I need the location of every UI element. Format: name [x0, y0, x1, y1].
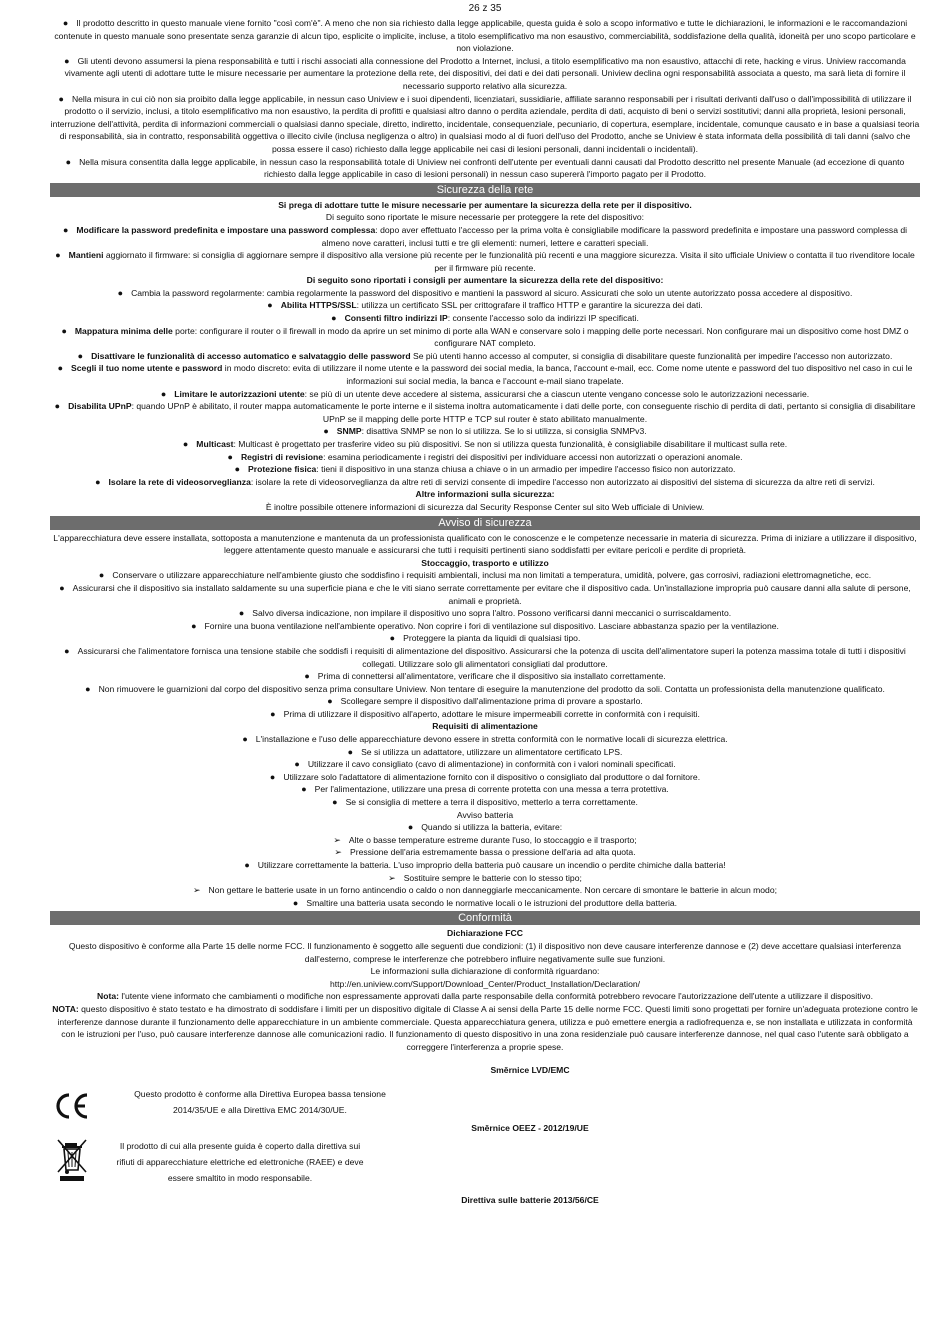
storage-item: ● Fornire una buona ventilazione nell'ambiente operativo. Non coprire i fori di ventilazione sul dispositivo. Lasciare abbastanza spazio per la ventilazione. [50, 620, 920, 633]
fcc-note-1: Nota: l'utente viene informato che cambiamenti o modifiche non espressamente approvati dalla parte responsabile della conformità potrebbero revocare l'autorizzazione dell'utente a utilizzare il dispositivo. [97, 991, 873, 1002]
disclaimer-item: ● Il prodotto descritto in questo manuale viene fornito "così com'è". A meno che non sia richiesto dalla legge applicabile, questa guida è solo a scopo informativo e tutte le dichiarazioni, le informazioni e le raccomandazioni contenute in questo manuale sono presentate senza garanzie di alcun tipo, esplicite o implicite, incluse, a titolo esemplificativo ma non esaustivo, commerciabilità, soddisfazione della qualità, idoneità per uno scopo particolare e non violazione. [50, 17, 920, 55]
bullet-icon [63, 225, 76, 235]
bullet-icon [63, 18, 76, 28]
storage-item: ● Conservare o utilizzare apparecchiature nell'ambiente giusto che soddisfino i requisiti ambientali, inclusi ma non limitati a temperatura, umidità, polvere, gas corrosivi, radiazioni elettromagnetiche, ecc. [50, 569, 920, 582]
bullet-icon [64, 56, 77, 66]
bullet-icon [61, 326, 74, 336]
bullet-icon [235, 464, 248, 474]
bullet-icon [59, 583, 72, 593]
fcc-declaration-url[interactable]: http://en.uniview.com/Support/Download_Center/Product_Installation/Declaration/ [329, 978, 641, 989]
battery-item: ➢ Sostituire sempre le batterie con lo stesso tipo; [50, 872, 920, 885]
power-item: ● Per l'alimentazione, utilizzare una presa di corrente protetta con una messa a terra protettiva. [50, 783, 920, 796]
section-header-safety-notice: Avviso di sicurezza [50, 516, 920, 530]
power-heading: Requisiti di alimentazione [432, 721, 538, 732]
disclaimer-section [50, 17, 920, 181]
bullet-icon [390, 633, 403, 643]
bullet-icon [118, 288, 131, 298]
bullet-icon [270, 772, 283, 782]
battery-item: ● Utilizzare correttamente la batteria. L'uso improprio della batteria può causare un incendio o perdite chimiche dalla batteria! [50, 859, 920, 872]
safety-intro: L'apparecchiatura deve essere installata, sottoposta a manutenzione e mantenuta da un professionista qualificato con le conoscenze e le competenze necessarie in materia di sicurezza. Prima di iniziare a utilizzare il dispositivo, leggere attentamente questo manuale e assicurarsi che tutti i requisiti pertinenti siano soddisfatti per evitare pericoli e perdite di proprietà. [53, 532, 917, 556]
measure-item: ● Mantieni aggiornato il firmware: si consiglia di aggiornare sempre il dispositivo alla versione più recente per le funzionalità più recenti e una maggiore sicurezza. Visita il sito ufficiale Uniview o contatta il tuo rivenditore locale per il firmware più recente. [50, 249, 920, 274]
battery-item: ➢ Pressione dell'aria estremamente bassa o pressione dell'aria ad alta quota. [50, 846, 920, 859]
bullet-icon [242, 734, 255, 744]
tip-item: ● Abilita HTTPS/SSL: utilizza un certificato SSL per crittografare il traffico HTTP e garantire la sicurezza dei dati. [50, 299, 920, 312]
fcc-note-2: NOTA: questo dispositivo è stato testato e ha dimostrato di soddisfare i limiti per un dispositivo digitale di Classe A ai sensi della Parte 15 delle norme FCC. Questi limiti sono progettati per fornire un'adeguata protezione contro le interferenze dannose durante il funzionamento delle apparecchiature in un ambiente commerciale. Questa apparecchiatura genera, utilizza e può emettere energia a radiofrequenza e, se non installata e utilizzata in conformità con le istruzioni per l'uso, può causare interferenze dannose alle comunicazioni radio. Il funzionamento di questo dispositivo in una zona residenziale può causare interferenze dannose, nel qual caso l'utente sarà obbligato a correggere l'interferenza a proprie spese. [52, 1003, 918, 1052]
storage-heading: Stoccaggio, trasporto e utilizzo [421, 557, 549, 568]
bullet-icon [331, 313, 344, 323]
bullet-icon [64, 646, 77, 656]
tip-item: ● Disattivare le funzionalità di accesso automatico e salvataggio delle password Se più utenti hanno accesso al computer, si consiglia di disabilitare queste funzionalità per impedire l'accesso non autorizzato. [50, 350, 920, 363]
bullet-icon [55, 401, 68, 411]
tip-item: ● Consenti filtro indirizzi IP: consente l'accesso solo da indirizzi IP specificati. [50, 312, 920, 325]
bullet-icon [58, 363, 71, 373]
bullet-icon [191, 621, 204, 631]
fcc-declaration-intro: Le informazioni sulla dichiarazione di conformità riguardano: [370, 966, 600, 977]
tip-item: ● Protezione fisica: tieni il dispositivo in una stanza chiusa a chiave o in un armadio per impedire l'accesso fisico non autorizzato. [50, 463, 920, 476]
power-item: ● Utilizzare il cavo consigliato (cavo di alimentazione) in conformità con i valori nominali specificati. [50, 758, 920, 771]
arrow-bullet-icon [334, 847, 350, 857]
bullet-icon [59, 94, 72, 104]
tips-heading: Di seguito sono riportati i consigli per aumentare la sicurezza della rete del dispositivo: [306, 275, 664, 286]
tip-item: ● Limitare le autorizzazioni utente: se più di un utente deve accedere al sistema, assicurarsi che a ciascun utente vengano concesse solo le autorizzazioni necessarie. [50, 388, 920, 401]
battery-heading: Avviso batteria [456, 809, 514, 820]
storage-item: ● Salvo diversa indicazione, non impilare il dispositivo uno sopra l'altro. Possono verificarsi danni meccanici o surriscaldamento. [50, 607, 920, 620]
fcc-text: Questo dispositivo è conforme alla Parte 15 delle norme FCC. Il funzionamento è soggetto alle seguenti due condizioni: (1) il dispositivo non deve causare interferenze dannose e (2) deve accettare qualsiasi interferenza dall'esterno, comprese le interferenze che potrebbero influire negativamente sulle sue funzioni. [68, 940, 902, 964]
network-urge: Si prega di adottare tutte le misure necessarie per aumentare la sicurezza della rete per il dispositivo. [278, 199, 692, 210]
storage-item: ● Prima di utilizzare il dispositivo all'aperto, adottare le misure impermeabili corrette in conformità con i requisiti. [50, 708, 920, 721]
lvd-text: Questo prodotto è conforme alla Direttiva Europea bassa tensione 2014/35/UE e alla Direttiva EMC 2014/30/UE. [134, 1089, 386, 1116]
bullet-icon [267, 300, 280, 310]
power-item: ● Utilizzare solo l'adattatore di alimentazione fornito con il dispositivo o consigliato dal produttore o dal fornitore. [50, 771, 920, 784]
measure-item: ● Modificare la password predefinita e impostare una password complessa: dopo aver effettuato l'accesso per la prima volta è consigliabile modificare la password predefinita e impostare una password complessa di almeno nove caratteri, inclusi tutti e tre gli elementi: numeri, lettere e caratteri speciali. [50, 224, 920, 249]
storage-item: ● Scollegare sempre il dispositivo dall'alimentazione prima di provare a spostarlo. [50, 695, 920, 708]
document-page [50, 0, 920, 1208]
storage-item: ● Assicurarsi che il dispositivo sia installato saldamente su una superficie piana e che le viti siano serrate correttamente per evitare che il dispositivo cada. Un'installazione impropria può causare danni alla salute di persone, animali e proprietà. [50, 582, 920, 607]
network-security-section [50, 199, 920, 514]
battery-item: ➢ Alte o basse temperature estreme durante l'uso, lo stoccaggio e il trasporto; [50, 834, 920, 847]
fcc-heading: Dichiarazione FCC [447, 928, 523, 939]
more-info-heading: Altre informazioni sulla sicurezza: [415, 489, 555, 500]
section-header-compliance: Conformità [50, 911, 920, 925]
bullet-icon [244, 860, 257, 870]
bullet-icon [332, 797, 345, 807]
tip-item: ● Registri di revisione: esamina periodicamente i registri dei dispositivi per individuare accessi non autorizzati o operazioni anomale. [50, 451, 920, 464]
power-item: ● Se si consiglia di mettere a terra il dispositivo, metterlo a terra correttamente. [50, 796, 920, 809]
bullet-icon [304, 671, 317, 681]
bullet-icon [228, 452, 241, 462]
tip-item: ● SNMP: disattiva SNMP se non lo si utilizza. Se lo si utilizza, si consiglia SNMPv3. [50, 425, 920, 438]
ce-mark-icon [54, 1092, 90, 1124]
tip-item: ● Mappatura minima delle porte: configurare il router o il firewall in modo da aprire un set minimo di porte alla WAN e conservare solo i mapping delle porte necessari. Non configurare mai un dispositivo come host DMZ o configurare NAT completo. [50, 325, 920, 350]
more-info-text: È inoltre possibile ottenere informazioni di sicurezza dal Security Response Center sul sito Web ufficiale di Uniview. [265, 501, 705, 512]
compliance-section [50, 927, 920, 1208]
bullet-icon [66, 157, 79, 167]
section-header-network-security: Sicurezza della rete [50, 183, 920, 197]
tip-item: ● Isolare la rete di videosorveglianza: isolare la rete di videosorveglianza da altre reti di servizi consente di impedire l'accesso non autorizzato ai dispositivi del sistema di sicurezza da altre reti di servizi. [50, 476, 920, 489]
bullet-icon [270, 709, 283, 719]
power-item: ● Se si utilizza un adattatore, utilizzare un alimentatore certificato LPS. [50, 746, 920, 759]
tip-item: ● Cambia la password regolarmente: cambia regolarmente la password del dispositivo e mantieni la password al sicuro. Assicurati che solo un utente autorizzato possa accedere al dispositivo. [50, 287, 920, 300]
bullet-icon [239, 608, 252, 618]
bullet-icon [327, 696, 340, 706]
network-measures-intro: Di seguito sono riportate le misure necessarie per proteggere la rete del dispositivo: [325, 212, 645, 223]
storage-item: ● Non rimuovere le guarnizioni dal corpo del dispositivo senza prima consultare Uniview. Non tentare di eseguire la manutenzione del prodotto da soli. Contatta un professionista della manutenzione qualificato. [50, 683, 920, 696]
page-number: 26 z 35 [468, 3, 502, 14]
bullet-icon [408, 822, 421, 832]
bullet-icon [301, 784, 314, 794]
storage-item: ● Assicurarsi che l'alimentatore fornisca una tensione stabile che soddisfi i requisiti di alimentazione del dispositivo. Assicurarsi che la potenza di uscita dell'alimentatore superi la potenza massima totale di tutti i dispositivi collegati. Utilizzare solo gli alimentatori consigliati dal produttore. [50, 645, 920, 670]
bullet-icon [348, 747, 361, 757]
bullet-icon [99, 570, 112, 580]
tip-item: ● Scegli il tuo nome utente e password in modo discreto: evita di utilizzare il nome utente e la password dei social media, la banca, l'account e-mail, ecc. Come nome utente e password del tuo dispositivo nel caso in cui le informazioni sui social media, la banca e l'account e-mail siano trapelate. [50, 362, 920, 387]
storage-item: ● Proteggere la pianta da liquidi di qualsiasi tipo. [50, 632, 920, 645]
battery-directive-heading: Direttiva sulle batterie 2013/56/CE [461, 1195, 599, 1206]
bullet-icon [323, 426, 336, 436]
arrow-bullet-icon [333, 835, 349, 845]
battery-item: ● Smaltire una batteria usata secondo le normative locali o le istruzioni del produttore della batteria. [50, 897, 920, 910]
tip-item: ● Disabilita UPnP: quando UPnP è abilitato, il router mappa automaticamente le porte interne e il sistema inoltra automaticamente i dati delle porte, con conseguente rischio di perdita di dati, pertanto si consiglia di disabilitare UPnP se il mapping delle porte HTTP e TCP sul router è stato abilitato manualmente. [50, 400, 920, 425]
disclaimer-item: ● Nella misura consentita dalla legge applicabile, in nessun caso la responsabilità totale di Uniview nei confronti dell'utente per eventuali danni causati dal Prodotto descritto nel presente Manuale (ad eccezione di quanto richiesto dalla legge applicabile in caso di lesioni personali) in nessun caso supererà l'importo pagato per il Prodotto. [50, 156, 920, 181]
weee-block [50, 1138, 920, 1208]
battery-item: ➢ Non gettare le batterie usate in un forno antincendio o caldo o non danneggiarle meccanicamente. Non cercare di smontare le batterie in alcun modo; [50, 884, 920, 897]
bullet-icon [55, 250, 68, 260]
bullet-icon [293, 898, 306, 908]
tip-item: ● Multicast: Multicast è progettato per trasferire video su più dispositivi. Se non si utilizza questa funzionalità, è consigliabile disabilitare il multicast sulla rete. [50, 438, 920, 451]
bullet-icon [85, 684, 98, 694]
bullet-icon [161, 389, 174, 399]
weee-heading: Směrnice OEEZ - 2012/19/UE [471, 1123, 589, 1134]
bullet-icon [294, 759, 307, 769]
storage-item: ● Prima di connettersi all'alimentatore, verificare che il dispositivo sia installato correttamente. [50, 670, 920, 683]
arrow-bullet-icon [193, 885, 209, 895]
disclaimer-item: ● Nella misura in cui ciò non sia proibito dalla legge applicabile, in nessun caso Uniview e i suoi dipendenti, licenziatari, sussidiarie, affiliate saranno responsabili per i risultati derivanti dall'uso o dall'impossibilità di utilizzare il prodotto o il servizio, inclusi, a titolo esemplificativo ma non esaustivo, la perdita di profitti e qualsiasi altro danno o perdita aziendale, perdita di dati, acquisto di beni o servizi sostitutivi; danni alla proprietà, lesioni personali, interruzione dell'attività, perdita di informazioni commerciali o qualsiasi danno speciale, diretto, indiretto, incidentale, consequenziale, pecuniario, di copertura, esemplare, incidentale, comunque causato e in base a qualsiasi teoria di responsabilità, sia in contratto, responsabilità oggettiva o illecito civile (inclusa negligenza o altro) in qualsiasi modo al di fuori dell'uso del Prodotto, anche se Uniview è stata informata della possibilità di tali danni (salvo che possa essere il caso) richiesto dalla legge applicabile nei casi di lesioni personali, danni incidentali o incidentali). [50, 93, 920, 156]
disclaimer-item: ● Gli utenti devono assumersi la piena responsabilità e tutti i rischi associati alla connessione del Prodotto a Internet, inclusi, a titolo esemplificativo ma non esaustivo, attacchi di rete, hacking e virus. Uniview raccomanda vivamente agli utenti di adottare tutte le misure necessarie per aumentare la protezione della rete, dei dispositivi, dei dati e dei dati personali. Uniview declina ogni responsabilità associata a questo, ma sarà lieta di fornire il necessario supporto relativo alla sicurezza. [50, 55, 920, 93]
bullet-icon [95, 477, 108, 487]
power-item: ● L'installazione e l'uso delle apparecchiature devono essere in stretta conformità con le normative locali di sicurezza elettrica. [50, 733, 920, 746]
bullet-icon [183, 439, 196, 449]
battery-item: ● Quando si utilizza la batteria, evitare: [50, 821, 920, 834]
bullet-icon [78, 351, 91, 361]
lvd-heading: Směrnice LVD/EMC [490, 1065, 570, 1076]
safety-notice-section [50, 532, 920, 910]
weee-text: Il prodotto di cui alla presente guida è coperto dalla direttiva sui rifiuti di apparecchiature elettriche ed elettroniche (RAEE) e deve essere smaltito in modo responsabile. [116, 1141, 364, 1184]
arrow-bullet-icon [388, 873, 404, 883]
